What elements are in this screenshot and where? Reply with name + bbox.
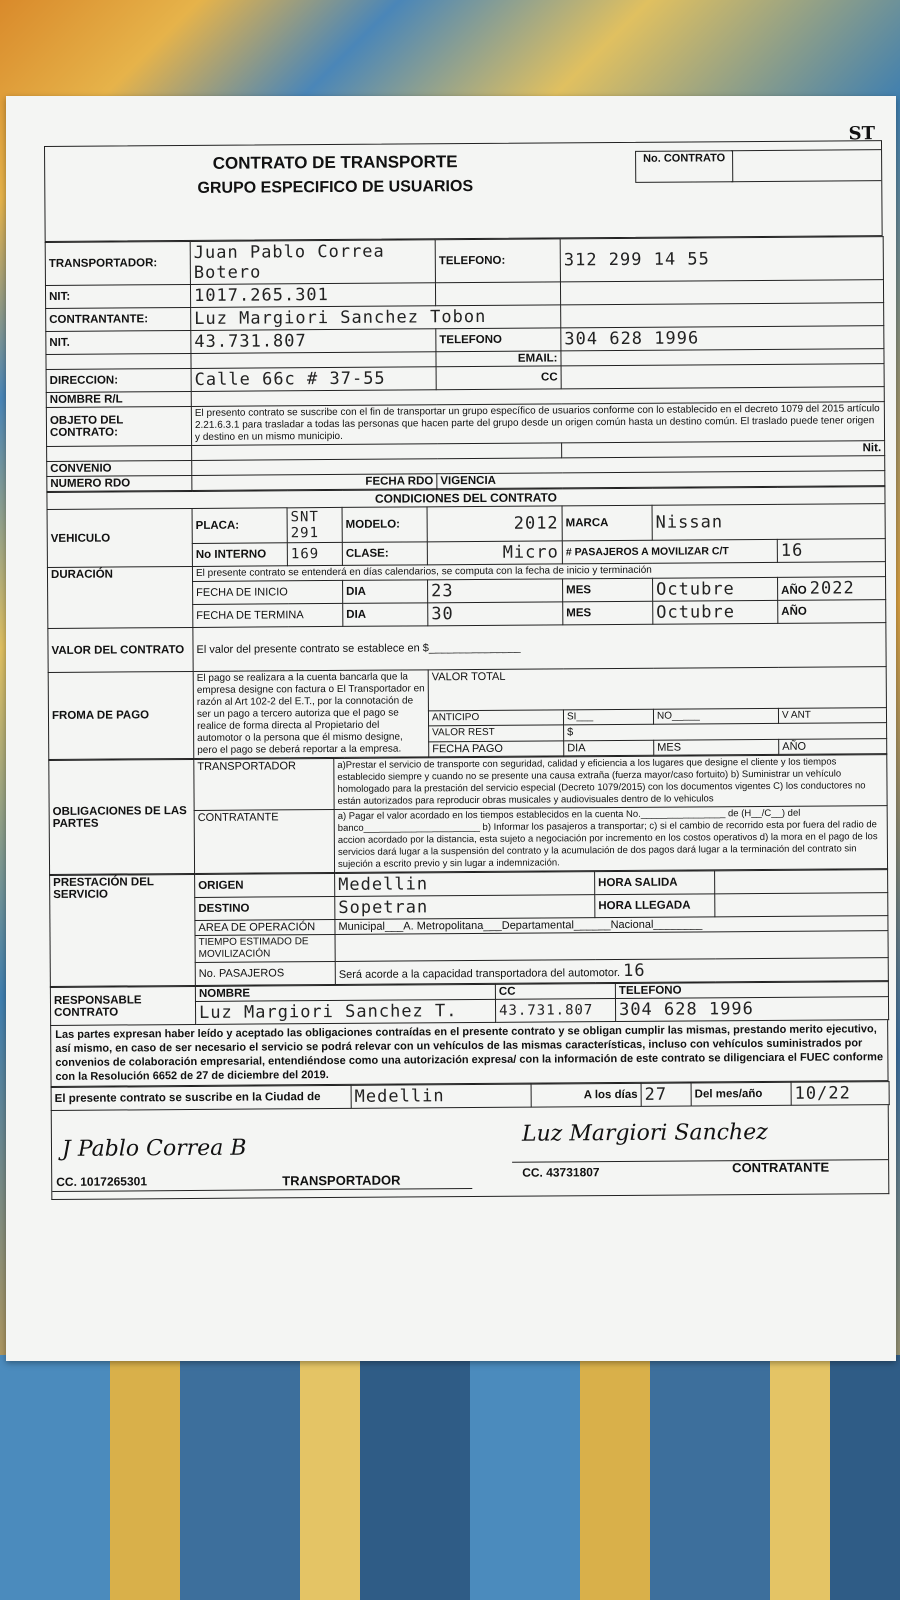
valor-total-label: VALOR TOTAL [428,667,886,711]
pago-text: El pago se realizara a la cuenta bancarla que la empresa designe con factura o El Transportador en razón al Art 102-2 del E.T., por la connotación de ser un pago a tercero autoriza que el pago se realice de forma directa al Propietario del automotor o la persona que él mismo designe, pero el pago se deberá reportar a la empresa. [193,670,429,759]
mes-fin-value: Octubre [653,600,778,624]
contract-title: CONTRATO DE TRANSPORTE [212,152,458,173]
ciudad-label: El presente contrato se suscribe en la Ciudad de [51,1085,351,1110]
fecha-inicio-label: FECHA DE INICIO [193,580,343,604]
telefono2-value: 304 628 1996 [561,326,884,351]
no-interno-label: No INTERNO [192,543,287,567]
telefono-value: 312 299 14 55 [560,237,883,282]
numero-rdo-label: NUMERO RDO [47,475,192,491]
signatures-section [51,1105,890,1200]
oblig-transportador-text: a)Prestar el servicio de transporte con seguridad, calidad y eficiencia a los lugares que designe el cliente y los tiempos establecido siempre y cuando no se presente una causa extraña (fuerza mayor/caso fortuito) b) Suministrar un vehículo homologado para la prestación del servicio especial (Decreto 1079/2015) con los documentos vigentes C) los conductores no están autorizados para reproducir obras musicales y audiovisuales dentro de lo vehiculos [334,755,887,810]
no-interno-value: 169 [287,542,342,565]
ano-fin-label: AÑO [778,600,886,624]
background-fabric [0,1355,900,1600]
nombre-rl-label: NOMBRE R/L [46,391,191,407]
transportador-signature-label: TRANSPORTADOR [282,1172,401,1189]
contract-header [44,123,883,242]
destino-label: DESTINO [195,896,335,920]
contract-subtitle: GRUPO ESPECIFICO DE USUARIOS [197,178,474,197]
transportador-cc: CC. 1017265301 [56,1174,148,1189]
vant-label: V ANT [778,708,886,724]
valor-label: VALOR DEL CONTRATO [48,627,193,672]
duracion-text: El presente contrato se entenderá en días calendarios, se computa con la fecha de inicio y terminación [192,562,885,582]
transportador-value: Juan Pablo Correa Botero [190,240,435,285]
anticipo-label: ANTICIPO [428,710,563,726]
obligaciones-label: OBLIGACIONES DE LAS PARTES [49,759,195,874]
nit2-value: 43.731.807 [191,329,436,354]
dia-inicio-label: DIA [343,580,428,604]
mes-inicio-label: MES [563,578,653,602]
origen-label: ORIGEN [195,873,335,897]
mes-inicio-value: Octubre [653,577,778,601]
valor-text: El valor del presente contrato se establece en $_______________ [193,623,886,672]
company-logo: ST [848,123,876,145]
responsable-label: RESPONSABLE CONTRATO [50,986,195,1025]
vehiculo-label: VEHICULO [47,508,192,567]
contratante-signature-label: CONTRATANTE [732,1159,830,1176]
prestacion-label: PRESTACIÓN DEL SERVICIO [50,874,196,986]
responsable-telefono-label: TELEFONO [615,982,888,999]
contratante-signature: Luz Margiori Sanchez [521,1119,768,1147]
no-pasajeros-text: Será acorde a la capacidad transportadora del automotor. [338,966,621,981]
telefono-label: TELEFONO: [435,239,560,283]
placa-label: PLACA: [192,508,287,544]
responsable-telefono: 304 628 1996 [615,997,888,1022]
marca-value: Nissan [652,504,885,541]
fecha-rdo-label: FECHA RDO [192,474,437,491]
convenio-label: CONVENIO [47,460,192,476]
no-contrato-value [731,149,881,182]
conditions-table [46,486,887,760]
duracion-label: DURACIÓN [47,566,192,628]
placa-value: SNT 291 [287,507,342,542]
oblig-transportador-label: TRANSPORTADOR [194,758,334,810]
responsable-cc-label: CC [495,984,615,1000]
signature-line-left [52,1188,472,1192]
fecha-pago-label: FECHA PAGO [429,741,564,757]
mes-ano-value: 10/22 [791,1082,889,1106]
contract-paper [6,96,896,1361]
area-text: Municipal___A. Metropolitana___Departamental______Nacional________ [335,916,888,935]
oblig-contratante-label: CONTRATANTE [194,809,334,873]
responsable-nombre: Luz Margiori Sanchez T. [195,999,495,1024]
dia-pago-label: DIA [564,740,654,756]
contract-form [44,123,889,1204]
responsable-table [50,981,889,1026]
transportador-label: TRANSPORTADOR: [45,241,190,285]
objeto-label: OBJETO DEL CONTRATO: [46,406,191,446]
signature-line-right [512,1159,888,1163]
footer-text: Las partes expresan haber leído y aceptado las obligaciones contraídas en el presente contrato y se obligan cumplir las mismas, prestando merito ejecutivo, así mismo, en caso de ser necesario el servicio se podrá relevar con un vehículos de las mismas características, incluso con vehículos suministrados por convenios de colaboración empresarial, entendiéndose como una autorización expresa/ con la información de este contrato se diligenciara el FUEC conforme con la Resolución 6652 de 27 de diciembre del 2019. [50,1020,888,1087]
mes-fin-label: MES [563,601,653,625]
contratante-value: Luz Margiori Sanchez Tobon [191,305,561,331]
modelo-label: MODELO: [342,507,427,543]
responsable-nombre-label: NOMBRE [195,984,495,1001]
conditions-title: CONDICIONES DEL CONTRATO [47,487,885,510]
mes-ano-label: Del mes/año [691,1082,791,1106]
marca-label: MARCA [562,505,652,541]
origen-value: Medellin [335,872,595,897]
mes-pago-label: MES [654,739,779,755]
no-label: NO_____ [653,708,778,724]
modelo-value: 2012 [427,506,562,542]
direccion-value: Calle 66c # 37-55 [191,367,436,392]
responsable-cc: 43.731.807 [495,999,615,1023]
dollar-sign: $ [564,723,887,741]
ano-inicio-value: 2022 [809,578,855,599]
ciudad-value: Medellin [351,1084,531,1108]
no-pasajeros-label: No. PASAJEROS [195,961,335,985]
tiempo-label: TIEMPO ESTIMADO DE MOVILIZACIÓN [195,934,335,962]
dias-label: A los días [531,1083,641,1107]
direccion-label: DIRECCION: [46,368,191,392]
ano-pago-label: AÑO [779,738,887,754]
clase-value: Micro [427,541,562,565]
no-pasajeros-value: 16 [623,960,646,981]
contratante-label: CONTRANTANTE: [46,307,191,331]
nit2-label: NIT. [46,330,191,354]
service-table [49,869,889,987]
contratante-cc: CC. 43731807 [522,1165,600,1180]
clase-label: CLASE: [342,542,427,566]
fecha-termina-label: FECHA DE TERMINA [193,603,343,627]
nit-value: 1017.265.301 [190,283,435,308]
hora-salida-label: HORA SALIDA [595,871,715,895]
dia-fin-value: 30 [428,602,563,626]
destino-value: Sopetran [335,895,595,920]
dia-fin-label: DIA [343,603,428,627]
obligations-table [48,754,888,875]
nit3-label: Nit. [562,441,885,458]
pago-label: FROMA DE PAGO [48,671,194,759]
hora-llegada-label: HORA LLEGADA [595,894,715,918]
area-label: AREA DE OPERACIÓN [195,919,335,935]
pasajeros-label: # PASAJEROS A MOVILIZAR C/T [562,539,777,564]
si-label: SI___ [563,709,653,725]
pasajeros-value: 16 [777,539,885,563]
valor-rest-label: VALOR REST [429,725,564,741]
dias-value: 27 [641,1083,691,1106]
email-label: EMAIL: [436,351,561,367]
no-contrato-label: No. CONTRATO [635,150,733,183]
objeto-text: El presento contrato se suscribe con el fin de transportar un grupo específico de usuarios conforme con lo establecido en el decreto 1079 del 2015 artículo 2.21.6.3.1 para trasladar a todas las personas que hacen parte del grupo desde un origen común hasta un destino común. El traslado puede tener origen y destino en un mismo municipio. [191,402,884,446]
nit-label: NIT: [45,284,190,308]
telefono2-label: TELEFONO [436,328,561,352]
ano-inicio-label: AÑO [781,584,807,597]
dia-inicio-value: 23 [428,579,563,603]
cc-label: CC [436,366,561,390]
oblig-contratante-text: a) Pagar el valor acordado en los tiempos establecidos en la cuenta No.________________ de (H__/C__) del banco______________________ b) Informar los pasajeros a transportar; c) si el cambio de recorrido esta por fuera del radio de accion acordado por la distancia, esta sujeto a negociación por incremento en los costos operativos d) la mora en el pago de los servicios dará lugar a la suspensión del contrato y la acumulación de dos pagos dará lugar a la terminación del contrato sin sujeción a escrito previo y sin lugar a indemnización. [334,806,887,873]
vigencia-label: VIGENCIA [437,471,885,489]
parties-table [45,236,886,492]
transportador-signature: J Pablo Correa B [61,1135,247,1162]
